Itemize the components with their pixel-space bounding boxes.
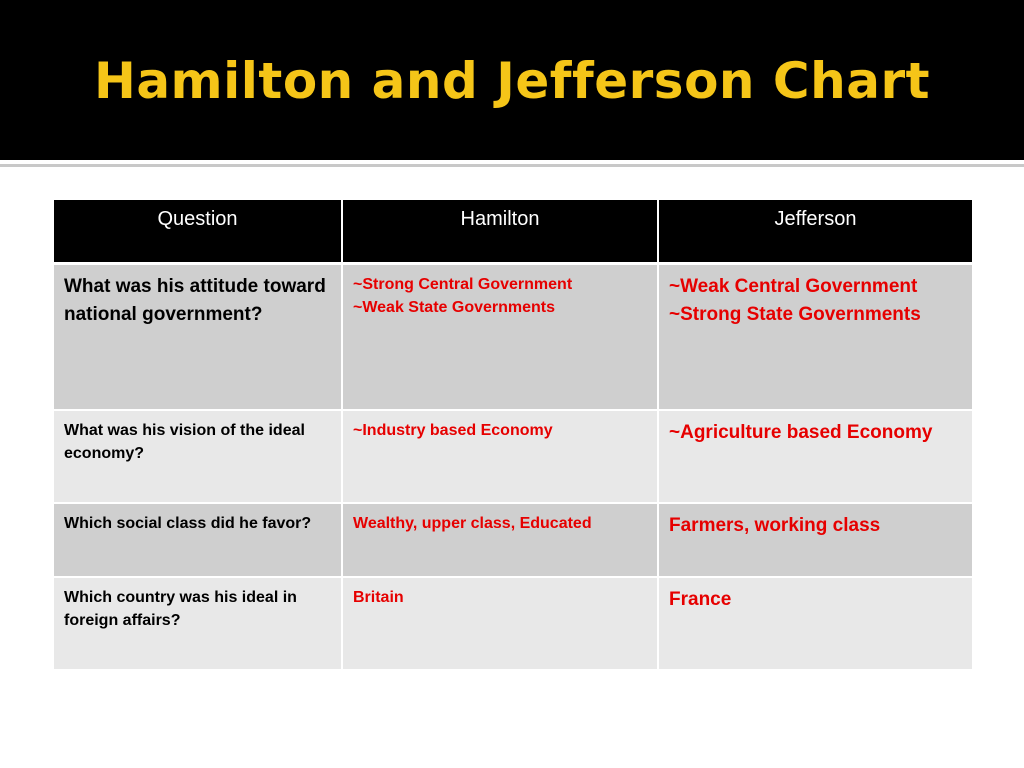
- table-row: [53, 410, 973, 503]
- hamilton-answer: ~Strong Central Government: [353, 275, 573, 293]
- jefferson-answer: Farmers, working class: [669, 515, 881, 536]
- comparison-table: [52, 198, 974, 671]
- hamilton-cell: [342, 410, 658, 503]
- jefferson-cell: [658, 263, 973, 410]
- question-cell: What was his attitude toward national government?: [53, 263, 342, 410]
- question-cell: What was his vision of the ideal economy?: [53, 410, 342, 503]
- header-question: Question: [53, 199, 342, 263]
- table-row: [53, 263, 973, 410]
- jefferson-cell: [658, 503, 973, 577]
- table-row: [53, 503, 973, 577]
- jefferson-answer: ~Strong State Governments: [669, 303, 921, 325]
- question-cell: Which social class did he favor?: [53, 503, 342, 577]
- table-row: [53, 577, 973, 670]
- hamilton-cell: [342, 503, 658, 577]
- slide-title: Hamilton and Jefferson Chart: [93, 52, 931, 110]
- hamilton-answer: Britain: [353, 589, 404, 606]
- table-header-row: [53, 199, 973, 263]
- jefferson-answer: France: [669, 589, 732, 610]
- hamilton-answer: ~Weak State Governments: [353, 298, 556, 316]
- jefferson-cell: [658, 577, 973, 670]
- hamilton-answer: Wealthy, upper class, Educated: [353, 515, 592, 532]
- jefferson-answer: ~Agriculture based Economy: [669, 422, 933, 443]
- header-hamilton: Hamilton: [342, 199, 658, 263]
- jefferson-cell: [658, 410, 973, 503]
- hamilton-cell: [342, 577, 658, 670]
- divider-shadow: [0, 164, 1024, 167]
- header-jefferson: Jefferson: [658, 199, 973, 263]
- hamilton-answer: ~Industry based Economy: [353, 422, 553, 439]
- jefferson-answer: ~Weak Central Government: [669, 275, 918, 297]
- hamilton-cell: [342, 263, 658, 410]
- question-cell: Which country was his ideal in foreign affairs?: [53, 577, 342, 670]
